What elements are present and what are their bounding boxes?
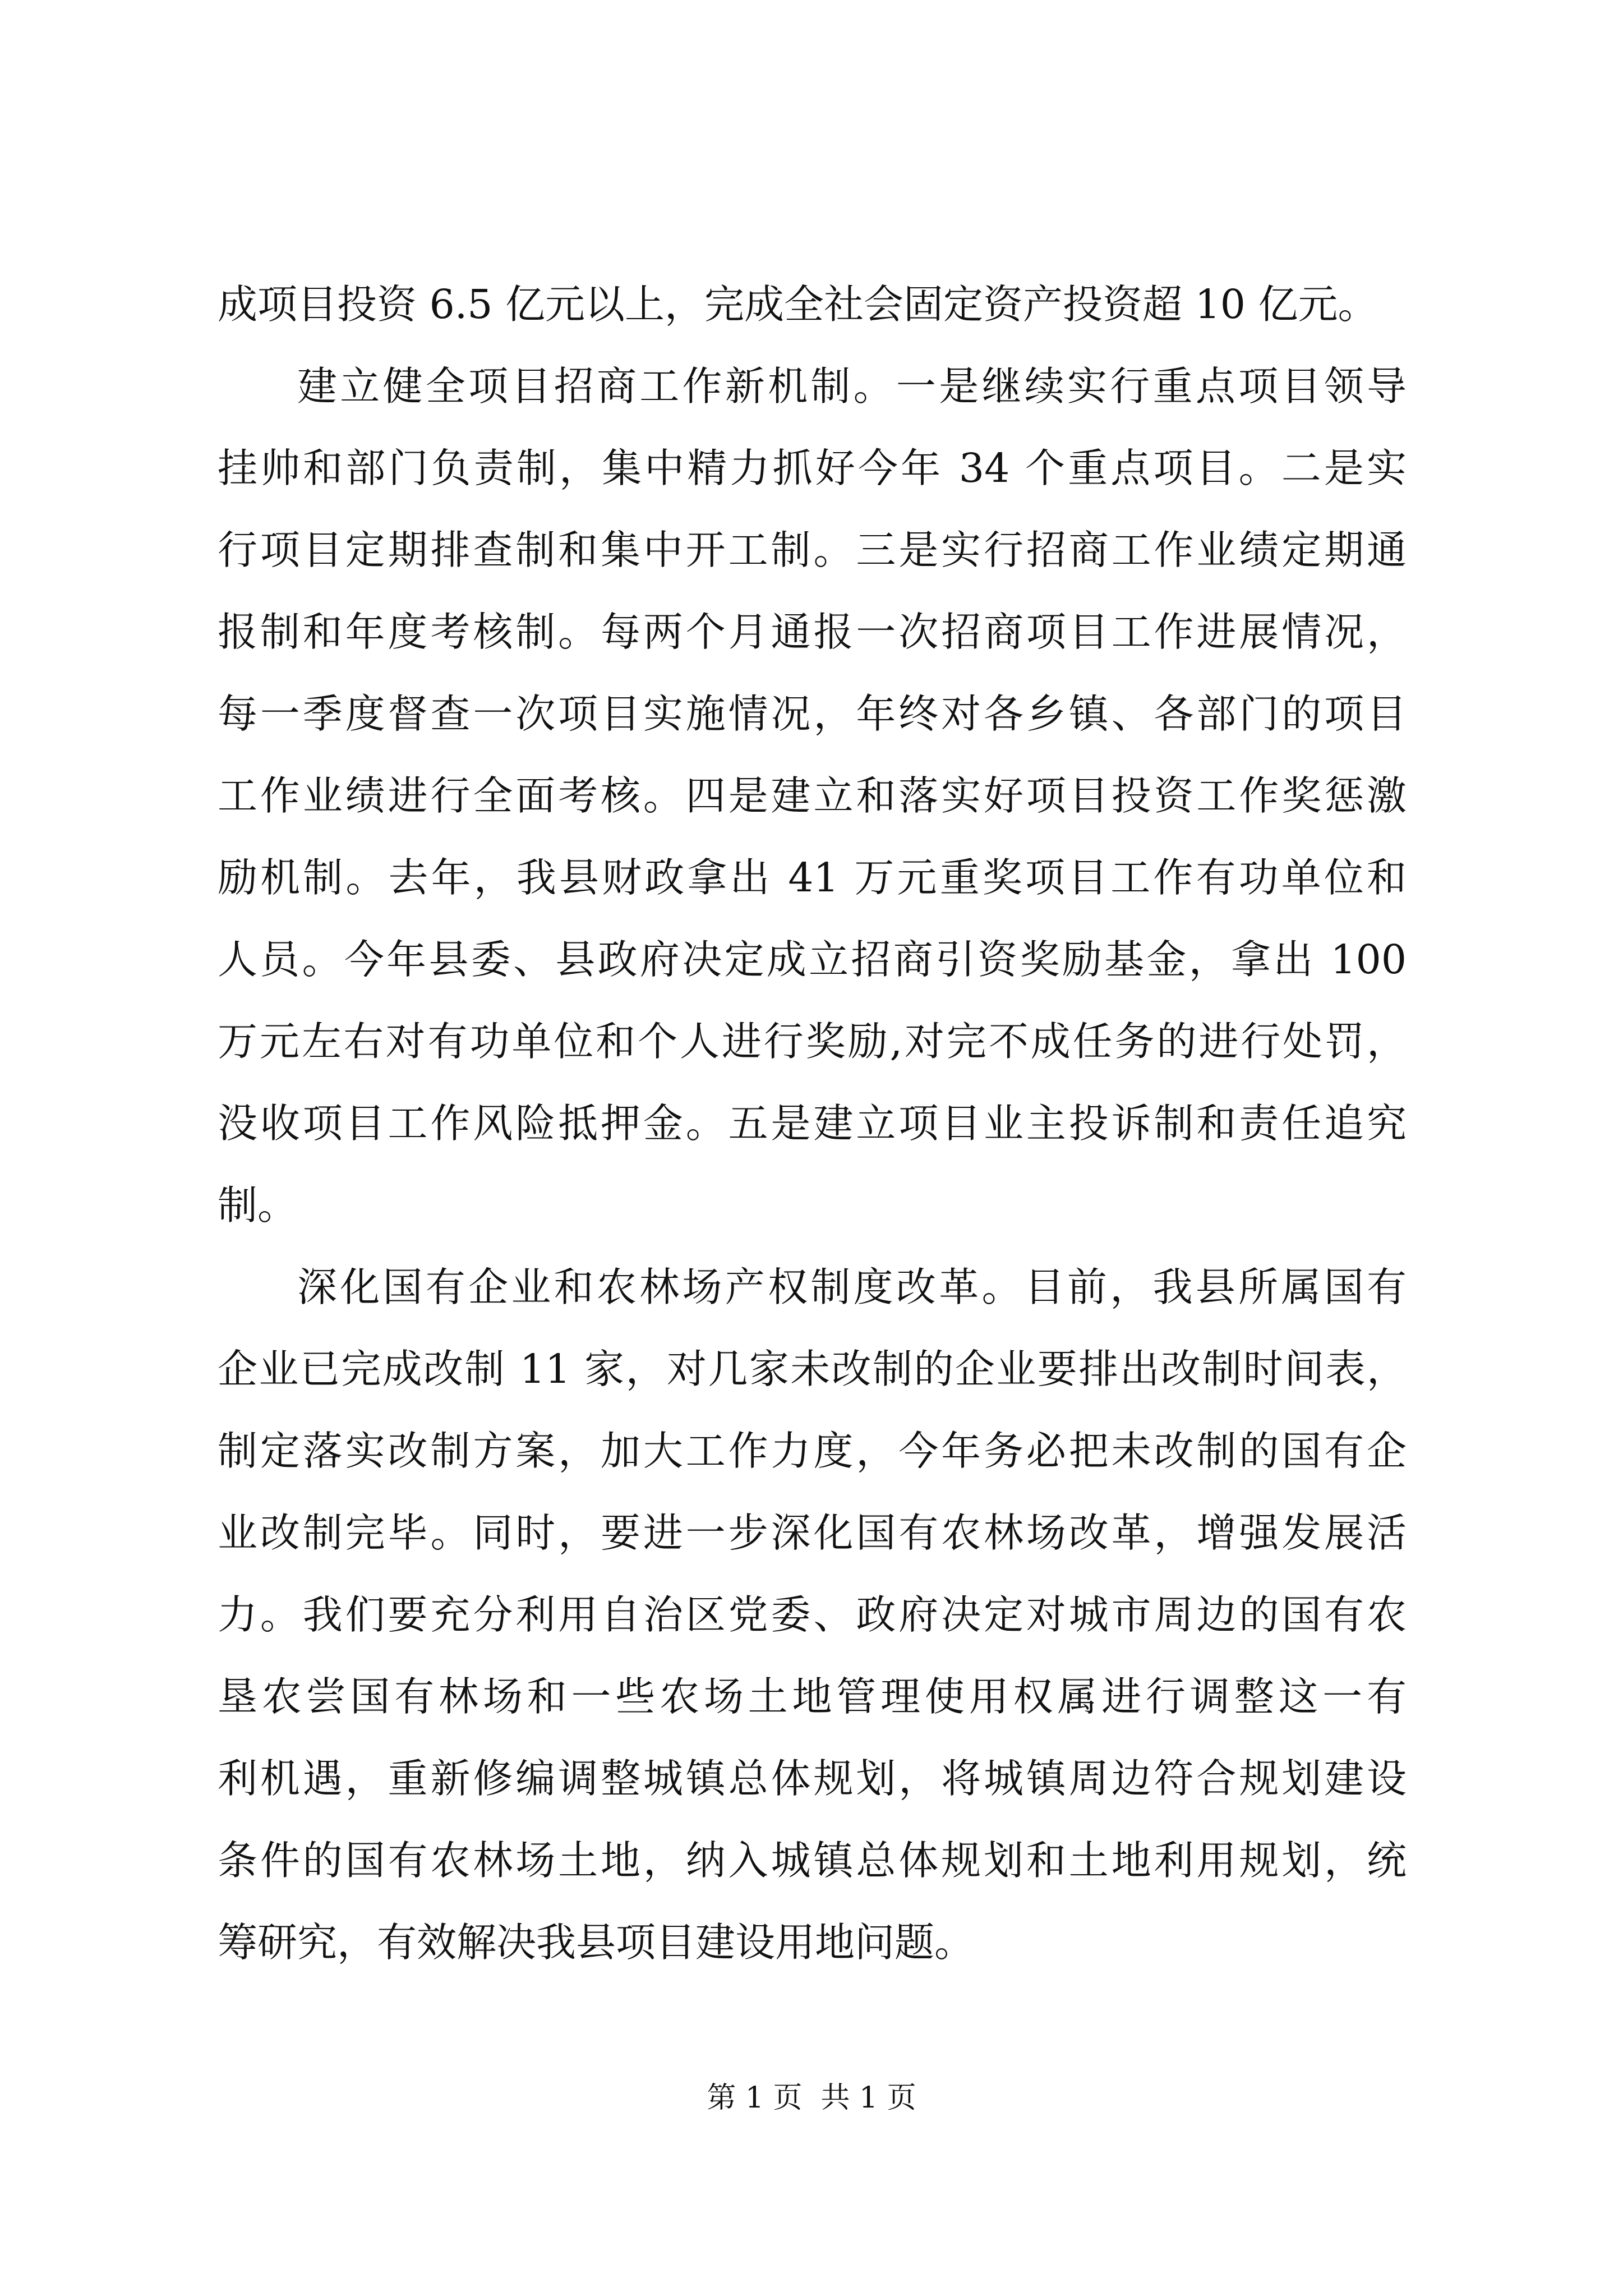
page-footer [0,2078,1623,2118]
text-line: 挂帅和部门负责制，集中精力抓好今年 34 个重点项目。二是实 [218,445,1407,491]
text-line: 行项目定期排查制和集中开工制。三是实行招商工作业绩定期通 [218,527,1407,573]
text-line: 每一季度督查一次项目实施情况，年终对各乡镇、各部门的项目 [218,691,1407,737]
document-body [218,264,1407,1984]
text-line: 制。 [218,1182,298,1228]
text-line: 利机遇，重新修编调整城镇总体规划，将城镇周边符合规划建设 [218,1755,1407,1802]
text-line: 建立健全项目招商工作新机制。一是继续实行重点项目领导 [297,363,1407,409]
text-line: 制定落实改制方案，加大工作力度，今年务必把未改制的国有企 [218,1428,1407,1474]
text-line: 成项目投资 6.5 亿元以上，完成全社会固定资产投资超 10 亿元。 [218,281,1378,328]
text-line: 力。我们要充分利用自治区党委、政府决定对城市周边的国有农 [218,1591,1407,1638]
text-line: 企业已完成改制 11 家，对几家未改制的企业要排出改制时间表， [218,1346,1407,1392]
text-line: 工作业绩进行全面考核。四是建立和落实好项目投资工作奖惩激 [218,772,1407,819]
text-line: 深化国有企业和农林场产权制度改革。目前，我县所属国有 [297,1264,1407,1310]
text-line: 业改制完毕。同时，要进一步深化国有农林场改革，增强发展活 [218,1510,1407,1556]
text-line: 条件的国有农林场土地，纳入城镇总体规划和土地利用规划，统 [218,1837,1407,1884]
text-line: 没收项目工作风险抵押金。五是建立项目业主投诉制和责任追究 [218,1100,1407,1147]
page-number-label: 第 1 页 共 1 页 [707,2081,916,2115]
text-line: 万元左右对有功单位和个人进行奖励,对完不成任务的进行处罚， [218,1018,1407,1065]
text-line: 励机制。去年，我县财政拿出 41 万元重奖项目工作有功单位和 [218,854,1407,901]
text-line: 报制和年度考核制。每两个月通报一次招商项目工作进展情况， [218,609,1407,655]
text-line: 人员。今年县委、县政府决定成立招商引资奖励基金，拿出 100 [218,936,1407,983]
text-line: 垦农尝国有林场和一些农场土地管理使用权属进行调整这一有 [218,1673,1407,1720]
text-line: 筹研究，有效解决我县项目建设用地问题。 [218,1919,975,1966]
